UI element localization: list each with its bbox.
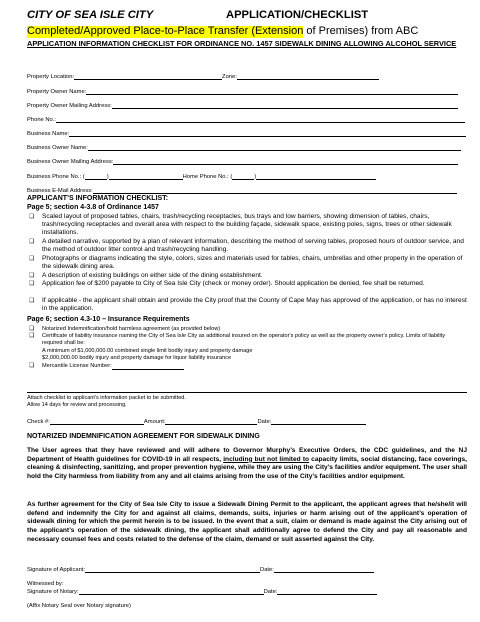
amount-label: Amount: <box>143 419 166 425</box>
property-location-line[interactable] <box>74 73 222 80</box>
review-note: Allow 14 days for review and processing. <box>27 402 127 408</box>
phone-line[interactable] <box>56 116 465 123</box>
property-owner-name-field[interactable] <box>27 88 458 95</box>
property-location-label: Property Location: <box>27 74 75 80</box>
property-owner-name-line[interactable] <box>86 88 458 95</box>
zone-line[interactable] <box>237 73 379 80</box>
notary-date-label: Date: <box>263 589 278 595</box>
checkbox-icon[interactable]: ❏ <box>29 273 35 279</box>
checklist-item-text: Scaled layout of proposed tables, chairs, trash/recycling receptacles, bus trays and low barriers, showing dimension of tables, chairs, trash/recycling receptacles and overall area with respect to the building façade, sidewalk space, existing poles, signs, trees or other sidewalk installations. <box>42 213 452 237</box>
agreement-paragraph-1 <box>27 447 467 482</box>
checklist-item-text: Application fee of $200 payable to City of Sea Isle City (check or money order). Should application be denied, fee shall be returned. <box>42 280 425 287</box>
page6-heading: Page 6; section 4.3-10 – Insurance Requirements <box>27 316 190 323</box>
mercantile-field[interactable] <box>42 363 467 370</box>
agreement-p1-text: The User agrees that they have reviewed and will adhere to Governor Murphy’s Executive Orders, the CDC guidelines, and the NJ Department of Health guidelines for COVID-19 in all respects, <box>27 447 467 463</box>
home-phone-paren: ) <box>254 174 257 180</box>
business-owner-name-label: Business Owner Name: <box>27 145 88 151</box>
notary-signature-label: Signature of Notary: <box>27 589 79 595</box>
business-email-label: Business E-Mail Address: <box>27 188 93 194</box>
business-email-line[interactable] <box>93 187 457 194</box>
property-owner-mailing-label: Property Owner Mailing Address: <box>27 103 112 109</box>
checklist-heading: APPLICANT’S INFORMATION CHECKLIST: <box>27 195 169 202</box>
business-phone-line[interactable] <box>106 173 183 180</box>
checkbox-icon[interactable]: ❏ <box>29 363 35 369</box>
signature-date-line[interactable] <box>274 566 374 573</box>
property-owner-name-label: Property Owner Name: <box>27 89 87 95</box>
subtitle <box>27 39 467 48</box>
business-phone-field[interactable] <box>27 173 376 180</box>
checkbox-icon[interactable]: ❏ <box>29 239 35 245</box>
checkbox-icon[interactable]: ❏ <box>29 281 35 287</box>
property-owner-mailing-line[interactable] <box>112 102 458 109</box>
checklist-item-text: A detailed narrative, supported by a plan of relevant information, describing the method of serving tables, proposed hours of outdoor service, and the method of outdoor litter control and trash/recycling handling. <box>42 238 464 254</box>
business-phone-paren: ) <box>106 174 109 180</box>
home-phone-area-line[interactable] <box>232 173 257 180</box>
business-name-label: Business Name: <box>27 131 70 137</box>
checkbox-icon[interactable]: ❏ <box>29 298 35 304</box>
checklist-item-text: If applicable - the applicant shall obtain and provide the City proof that the County of Cape May has approved of the application, or has no interest in the application. <box>42 297 467 313</box>
business-phone-label: Business Phone No.: ( <box>27 174 85 180</box>
agreement-p1-underlined: including but not limited to <box>223 455 310 463</box>
home-phone-label: Home Phone No.: ( <box>182 174 233 180</box>
divider <box>27 392 467 393</box>
witnessed-label: Witnessed by: <box>27 581 64 587</box>
payment-field[interactable] <box>27 418 366 425</box>
property-location-field[interactable] <box>27 73 379 80</box>
insurance-limit-text: $2,000,000.00 bodily injury and property damage for liquor liability insurance <box>42 355 232 361</box>
applicant-signature-label: Signature of Applicant: <box>27 567 86 573</box>
business-email-field[interactable] <box>27 187 457 194</box>
checklist-item-text: Notarized Indemnification/hold harmless agreement (as provided below) <box>42 326 221 332</box>
agreement-paragraph-2: As further agreement for the City of Sea Isle City to issue a Sidewalk Dining Permit to the applicant, the applicant agrees that he/she/it will defend and indemnify the City for and against all claims, demands, suits, injuries or harm arising out of the applicant’s operation of sidewalk dining for which the permit herein is to be issued. In the event that a suit, claim or demand is made against the City arising out of the applicant’s operation of the sidewalk dining, the applicant shall additionally agree to defend the City and pay all reasonable and necessary counsel fees and costs related to the defense of the claim, demand or suit asserted against the City. <box>27 501 467 543</box>
document-title: APPLICATION/CHECKLIST <box>226 9 369 21</box>
notary-date-line[interactable] <box>277 588 377 595</box>
check-line[interactable] <box>50 418 144 425</box>
zone-label: Zone: <box>222 74 237 80</box>
notary-signature-field[interactable] <box>27 588 377 595</box>
business-phone-area-line[interactable] <box>85 173 107 180</box>
insurance-limit-text: A minimum of $1,000,000.00 combined single limit bodily injury and property damage <box>42 348 253 354</box>
business-owner-mailing-line[interactable] <box>113 158 458 165</box>
date-label: Date: <box>257 419 272 425</box>
checkbox-icon[interactable]: ❏ <box>29 333 35 339</box>
business-owner-mailing-label: Business Owner Mailing Address: <box>27 159 114 165</box>
business-name-field[interactable] <box>27 130 466 137</box>
highlight-title: Completed/Approved Place-to-Place Transfer (Extension of Premises) from ABC <box>27 25 419 37</box>
page5-heading: Page 5; section 4-3.8 of Ordinance 1457 <box>27 204 159 211</box>
checklist-item-text: Certificate of liability insurance naming the City of Sea Isle City as additional insured on the operator's policy as well as the property owner's policy. Limits of liability required shall be: <box>42 333 446 346</box>
business-owner-name-field[interactable] <box>27 144 461 151</box>
agreement-p1-text-end: capacity limits, social distancing, face coverings, cleaning & disinfecting, sanitizing, and proper prevention hygiene, while they are using the City’s facilities and/or equipment. The user shall hold the City harmless from liability from any and all claims arising from the use of the City’s facilities and/or equipment. <box>27 455 467 481</box>
phone-field[interactable] <box>27 116 465 123</box>
applicant-signature-line[interactable] <box>85 566 260 573</box>
checkbox-icon[interactable]: ❏ <box>29 326 35 332</box>
mercantile-label: Mercantile License Number: <box>42 363 112 370</box>
date-line[interactable] <box>271 418 366 425</box>
property-owner-mailing-field[interactable] <box>27 102 458 109</box>
attach-note: Attach checklist to applicant’s information packet to be submitted. <box>27 395 186 401</box>
check-label: Check #: <box>27 419 50 425</box>
city-name: CITY OF SEA ISLE CITY <box>27 9 154 21</box>
notary-seal-note: (Affix Notary Seal over Notary signature) <box>27 603 131 609</box>
checklist-item-text: A description of existing buildings on either side of the dining establishment. <box>42 272 263 279</box>
subtitle-text: APPLICATION INFORMATION CHECKLIST FOR ORDINANCE NO. 1457 SIDEWALK DINING ALLOWING ALCOHOL SERVICE <box>27 39 457 48</box>
phone-label: Phone No.: <box>27 117 57 123</box>
checklist-item-text: Photographs or diagrams indicating the style, colors, sizes and materials used for tables, chairs, umbrellas and other property in the operation of the sidewalk dining area. <box>42 255 463 271</box>
business-owner-name-line[interactable] <box>88 144 461 151</box>
checkbox-icon[interactable]: ❏ <box>29 256 35 262</box>
business-owner-mailing-field[interactable] <box>27 158 458 165</box>
signature-date-label: Date: <box>260 567 274 573</box>
checkbox-icon[interactable]: ❏ <box>29 214 35 220</box>
amount-line[interactable] <box>165 418 257 425</box>
mercantile-line[interactable] <box>112 363 184 370</box>
agreement-heading: NOTARIZED INDEMNIFICATION AGREEMENT FOR SIDEWALK DINING <box>27 433 260 440</box>
applicant-signature-field[interactable] <box>27 566 374 573</box>
home-phone-line[interactable] <box>256 173 376 180</box>
notary-signature-line[interactable] <box>79 588 264 595</box>
business-name-line[interactable] <box>69 130 466 137</box>
